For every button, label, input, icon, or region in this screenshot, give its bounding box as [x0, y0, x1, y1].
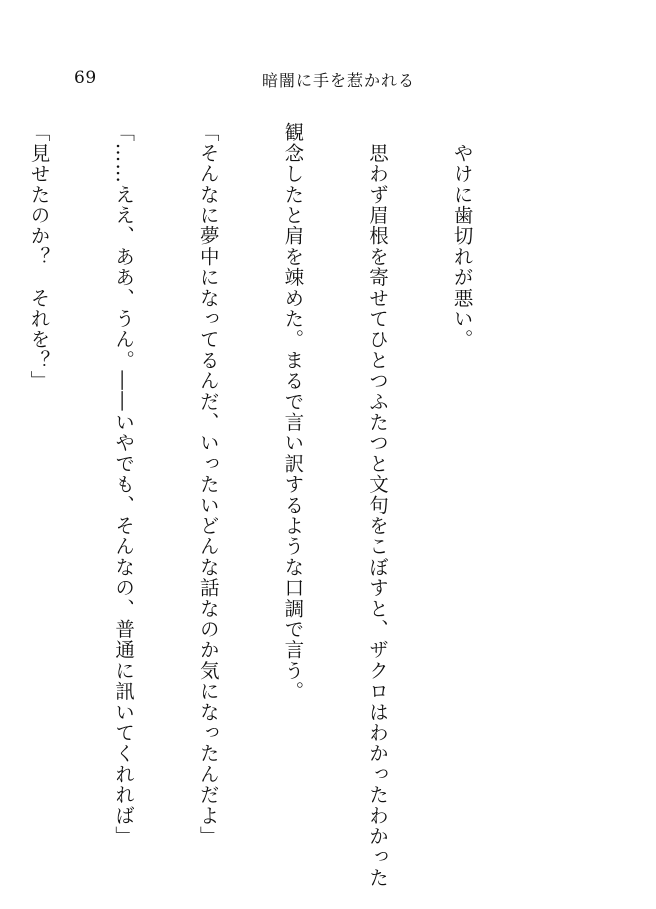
body-line-4: 「そんなに夢中になってるんだ、いったいどんな話なのか気になったんだよ」: [196, 122, 220, 847]
body-line-3: 観念したと肩を竦めた。まるで言い訳するような口調で言う。: [281, 122, 305, 702]
body-text: [27, 122, 532, 888]
page-number: 69: [74, 68, 97, 88]
body-line-6: 「見せたのか？ それを？」: [27, 122, 51, 392]
body-line-5: 「……ええ、ああ、うん。――いやでも、そんなの、普通に訊いてくれれば」: [112, 122, 136, 847]
running-title: 暗闇に手を惹かれる: [262, 71, 416, 90]
body-line-2: 思わず眉根を寄せてひとつふたつと文句をこぼすと、ザクロはわかったわかった: [365, 122, 389, 888]
body-line-1: やけに歯切れが悪い。: [450, 122, 474, 350]
